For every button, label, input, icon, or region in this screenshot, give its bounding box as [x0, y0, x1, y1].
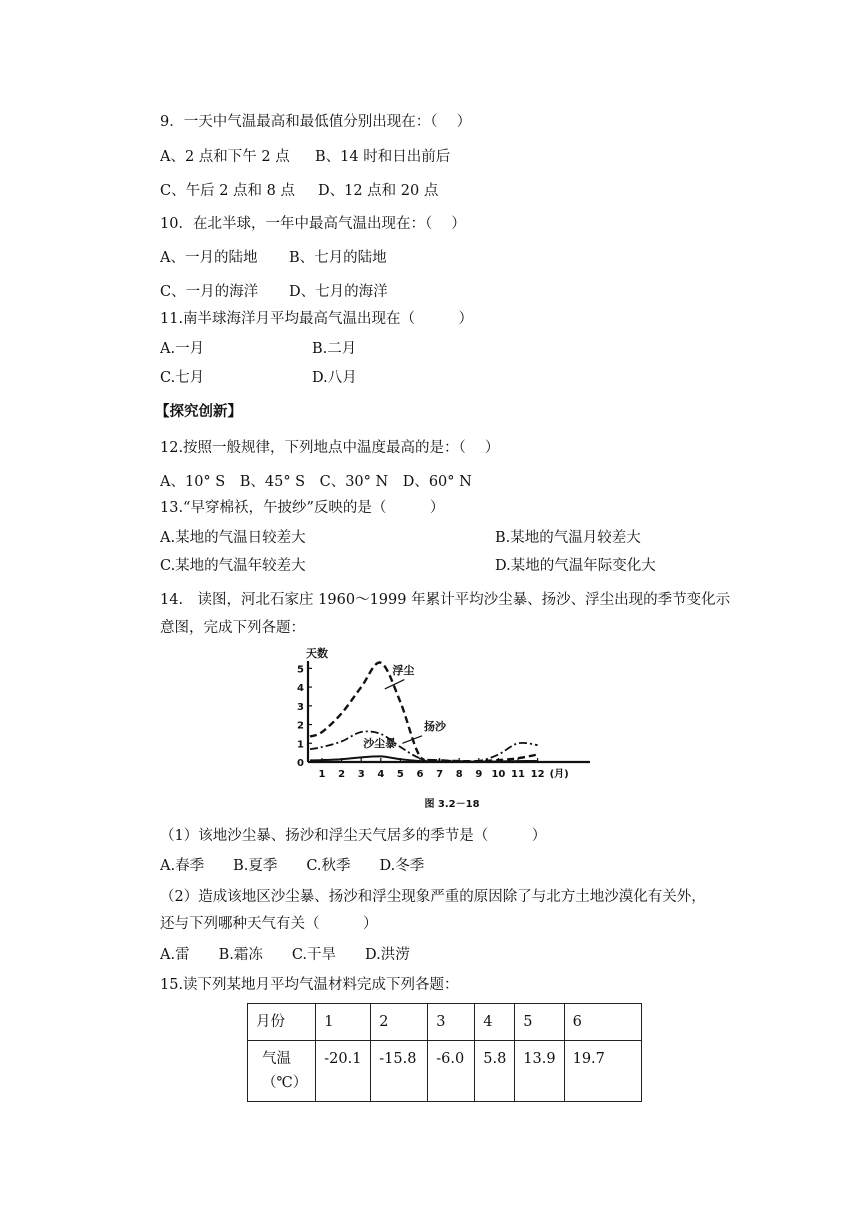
table-cell: -20.1	[316, 1041, 371, 1102]
q9-option-a: A、2 点和下午 2 点	[160, 149, 290, 165]
table-header-cell: 6	[564, 1004, 641, 1041]
x-tick-label: 6	[416, 769, 424, 780]
table-header-cell: 5	[515, 1004, 564, 1041]
q12-options: A、10° S B、45° S C、30° N D、60° N	[160, 474, 472, 490]
table-row	[248, 1041, 642, 1102]
q9-option-d: D、12 点和 20 点	[318, 183, 439, 199]
figure-caption: 图 3.2－18	[424, 799, 480, 810]
q14-stem-line2: 意图，完成下列各题：	[160, 620, 305, 636]
x-tick-label: 7	[436, 769, 444, 780]
table-header-cell: 2	[371, 1004, 428, 1041]
chart-series	[310, 663, 538, 762]
q11-option-c: C.七月	[160, 370, 205, 386]
table-header-cell: 1	[316, 1004, 371, 1041]
series-label: 浮尘	[392, 663, 415, 677]
x-tick-label: 9	[475, 769, 483, 780]
x-tick-label: 4	[377, 769, 385, 780]
x-tick-label: 10	[491, 769, 506, 780]
row-label-line2: （℃）	[262, 1075, 308, 1091]
q13-option-b: B.某地的气温月较差大	[495, 530, 641, 546]
q10-option-c: C、一月的海洋	[160, 284, 259, 300]
q13-option-d: D.某地的气温年际变化大	[495, 558, 656, 574]
q12-stem: 12.按照一般规律，下列地点中温度最高的是：（ ）	[160, 440, 500, 456]
q10-option-d: D、七月的海洋	[289, 284, 388, 300]
table-header-cell: 月份	[248, 1004, 316, 1041]
temperature-table	[247, 1003, 642, 1102]
x-axis-label: (月)	[549, 769, 569, 780]
dust-weather-chart	[290, 645, 620, 815]
q13-option-a: A.某地的气温日较差大	[160, 530, 306, 546]
q11-stem: 11.南半球海洋月平均最高气温出现在（ ）	[160, 311, 474, 327]
series-label: 沙尘暴	[363, 737, 397, 751]
y-tick-label: 0	[297, 758, 304, 769]
q10-stem: 10．在北半球，一年中最高气温出现在：（ ）	[160, 216, 466, 232]
series-line-1	[310, 663, 538, 762]
q14-sub2-line2: 还与下列哪种天气有关（ ）	[160, 916, 378, 932]
q14-sub1: （1）该地沙尘暴、扬沙和浮尘天气居多的季节是（ ）	[160, 828, 547, 844]
y-tick-label: 3	[297, 701, 304, 713]
y-tick-label: 4	[297, 683, 304, 695]
x-tick-label: 2	[338, 769, 346, 780]
table-cell: 13.9	[515, 1041, 564, 1102]
q14-sub2-line1: （2）造成该地区沙尘暴、扬沙和浮尘现象严重的原因除了与北方土地沙漠化有关外，	[160, 889, 706, 905]
chart-labels	[297, 646, 569, 810]
x-tick-label: 12	[530, 769, 545, 780]
x-tick-label: 5	[396, 769, 404, 780]
table-row-label	[248, 1041, 316, 1102]
y-tick-label: 1	[297, 739, 304, 751]
q9-stem: 9．一天中气温最高和最低值分别出现在：（ ）	[160, 114, 472, 130]
table-cell: -6.0	[428, 1041, 475, 1102]
x-tick-label: 11	[511, 769, 525, 780]
table-cell: 19.7	[564, 1041, 641, 1102]
q13-stem: 13.“早穿棉袄，午披纱”反映的是（ ）	[160, 500, 445, 516]
q11-option-d: D.八月	[312, 370, 357, 386]
series-line-2	[310, 731, 538, 761]
q10-option-b: B、七月的陆地	[289, 250, 387, 266]
row-label-line1: 气温	[262, 1051, 291, 1067]
y-tick-label: 5	[297, 664, 304, 676]
x-tick-label: 1	[318, 769, 326, 780]
table-header-row	[248, 1004, 642, 1041]
y-tick-label: 2	[297, 720, 304, 732]
q9-option-b: B、14 时和日出前后	[315, 149, 451, 165]
q14-sub1-options: A.春季 B.夏季 C.秋季 D.冬季	[160, 858, 425, 874]
table-cell: 5.8	[475, 1041, 515, 1102]
series-label: 扬沙	[424, 720, 446, 734]
q11-option-b: B.二月	[312, 341, 357, 357]
q10-option-a: A、一月的陆地	[160, 250, 258, 266]
q15-stem: 15.读下列某地月平均气温材料完成下列各题：	[160, 977, 459, 993]
q14-stem-line1: 14. 读图，河北石家庄 1960～1999 年累计平均沙尘暴、扬沙、浮尘出现的季节变化示	[160, 592, 731, 608]
table-header-cell: 3	[428, 1004, 475, 1041]
table-header-cell: 4	[475, 1004, 515, 1041]
series-label-pointer	[402, 736, 422, 743]
q13-option-c: C.某地的气温年较差大	[160, 558, 306, 574]
q14-sub2-options: A.雷 B.霜冻 C.干旱 D.洪涝	[160, 947, 410, 963]
y-axis-label: 天数	[306, 647, 328, 660]
x-tick-label: 8	[455, 769, 463, 780]
section-title: 【探究创新】	[155, 404, 242, 420]
table-cell: -15.8	[371, 1041, 428, 1102]
q11-option-a: A.一月	[160, 341, 205, 357]
chart-axes	[308, 661, 590, 762]
x-tick-label: 3	[357, 769, 365, 780]
q9-option-c: C、午后 2 点和 8 点	[160, 183, 295, 199]
